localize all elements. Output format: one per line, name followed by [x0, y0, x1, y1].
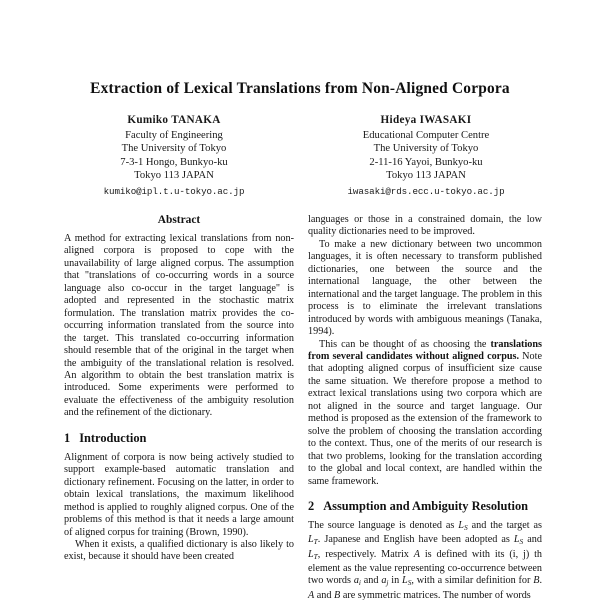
section-number: 1: [64, 430, 71, 445]
author-institution: The University of Tokyo: [373, 143, 479, 155]
section-number: 2: [308, 498, 315, 513]
author-email[interactable]: iwasaki@rds.ecc.u-tokyo.ac.jp: [347, 185, 505, 197]
author-block-right: [310, 114, 542, 199]
author-street: 7-3-1 Hongo, Bunkyo-ku: [120, 156, 228, 168]
section-title: Introduction: [79, 430, 147, 445]
author-institution: The University of Tokyo: [121, 143, 227, 155]
paragraph: The source language is denoted as $L_S$ and the target as $L_T$. Japanese and English have been adopted as $L_S$ and $L_T$, respectively. Matrix A is defined with its (i, j) th element as the value representing co-occurrence between two words $a_i$ and $a_j$ in $L_S$, with a similar definition for B. A and B are symmetric matrices. The number of words: [308, 519, 542, 600]
author-list: [58, 114, 542, 199]
author-name: Kumiko TANAKA: [127, 114, 221, 126]
author-street: 2-11-16 Yayoi, Bunkyo-ku: [369, 156, 483, 168]
author-block-left: [58, 114, 290, 199]
section-heading-introduction: [64, 431, 294, 446]
paragraph: When it exists, a qualified dictionary is also likely to exist, because it should have been created: [64, 538, 294, 563]
paragraph: This can be thought of as choosing the translations from several candidates without aligned corpus. Note that adopting aligned corpus of insufficient size cause the same situation. We therefore propose a method to extract lexical translations using two corpora which are not aligned in the source and target language. Our method is proposed as the extension of the framework to solve the problem of choosing the translation according to the context. Thus, one of the merits of our research is that two problems, looking for the translation according to the global and local context, are handled within the same framework.: [308, 338, 542, 487]
author-affiliation: Faculty of Engineering: [125, 129, 223, 141]
author-affiliation: Educational Computer Centre: [362, 129, 490, 141]
page-title: Extraction of Lexical Translations from Non-Aligned Corpora: [90, 80, 510, 97]
author-name: Hideya IWASAKI: [380, 114, 472, 126]
section-title: Assumption and Ambiguity Resolution: [323, 498, 529, 513]
two-column-body: [64, 214, 542, 600]
paragraph: languages or those in a constrained domain, the low quality dictionaries need to be improved.: [308, 214, 542, 238]
paragraph: To make a new dictionary between two uncommon languages, it is often necessary to transform published dictionaries, one between the source and the international language, the other between the international and the target language. The problem in this process is to eliminate the irrelevant translations introduced by words with ambiguous meanings (Tanaka, 1994).: [308, 238, 542, 338]
author-city: Tokyo 113 JAPAN: [386, 170, 466, 182]
column-left: [64, 214, 294, 600]
abstract-text: A method for extracting lexical translations from non-aligned corpora is proposed to cope with the unavailability of large aligned corpus. The assumption that "translations of co-occurring words in a source language also co-occur in the target language" is adopted and represented in the stochastic matrix formulation. The translation matrix provides the co-occurring information translated from the source into the target. This translated co-occurring information should resemble that of the original in the target when the ambiguity of the translational relation is resolved. An algorithm to obtain the best translation matrix is introduced. Some experiments were performed to evaluate the effectiveness of the ambiguity resolution and the refinement of the dictionary.: [64, 233, 294, 419]
author-city: Tokyo 113 JAPAN: [134, 170, 214, 182]
column-right: [308, 214, 542, 600]
author-email[interactable]: kumiko@ipl.t.u-tokyo.ac.jp: [103, 185, 245, 197]
abstract-heading: Abstract: [157, 214, 201, 226]
section-heading-assumption: [308, 499, 542, 514]
paragraph: Alignment of corpora is now being actively studied to support example-based automatic translation and dictionary refinement. Focusing on the latter, in order to obtain lexical translations, the maximum likelihood method is applied to roughly aligned corpus. One of the problems of this method is that it needs a large amount of aligned corpus for training (Brown, 1990).: [64, 451, 294, 538]
